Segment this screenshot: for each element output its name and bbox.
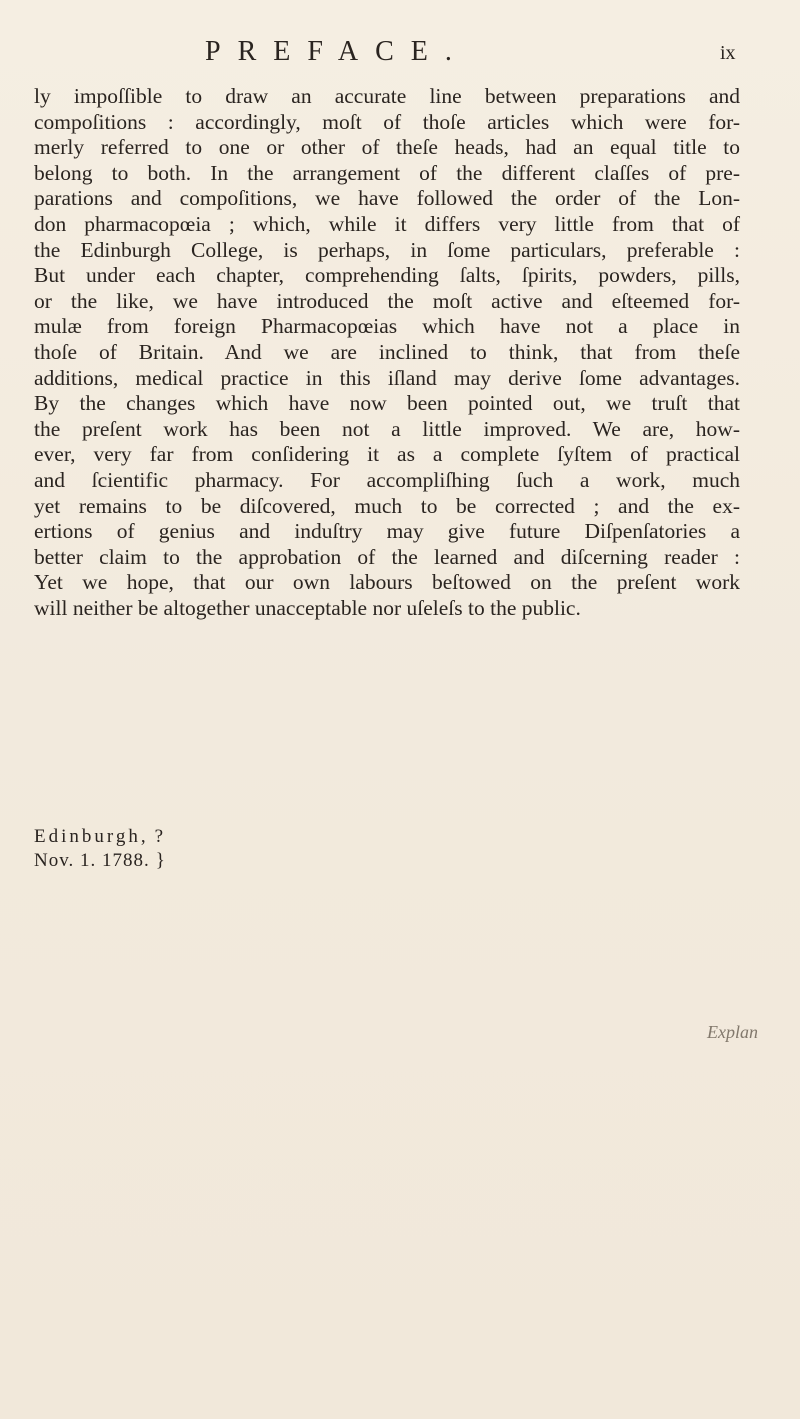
text-line: or the like, we have introduced the moſt active and eſteemed for- (34, 288, 740, 313)
text-line: Yet we hope, that our own labours beſtowed on the preſent work (34, 570, 740, 595)
signature-place (34, 825, 166, 849)
text-line: parations and compoſitions, we have followed the order of the Lon- (34, 186, 740, 211)
text-line: compoſitions : accordingly, moſt of thoſe articles which were for- (34, 109, 740, 134)
running-title: PREFACE. (205, 36, 469, 67)
running-head (0, 36, 800, 76)
page-number: ix (720, 42, 736, 64)
text-line: don pharmacopœia ; which, while it differs very little from that of (34, 211, 740, 236)
text-line: mulæ from foreign Pharmacopœias which have not a place in (34, 314, 740, 339)
text-line: ly impoſſible to draw an accurate line between preparations and (34, 84, 740, 108)
text-line: yet remains to be diſcovered, much to be corrected ; and the ex- (34, 493, 740, 518)
text-line: and ſcientific pharmacy. For accompliſhing ſuch a work, much (34, 467, 740, 492)
brace-top: ? (154, 826, 167, 847)
signature-date-text: Nov. 1. 1788. (34, 850, 150, 871)
text-line: additions, medical practice in this iſland may derive ſome advantages. (34, 365, 740, 390)
signature-place-text: Edinburgh, (34, 826, 149, 847)
text-line: better claim to the approbation of the learned and diſcerning reader : (34, 544, 740, 569)
text-line: will neither be altogether unacceptable nor uſeleſs to the public. (34, 595, 581, 620)
text-line: belong to both. In the arrangement of the different claſſes of pre- (34, 160, 740, 185)
signature-block (34, 825, 166, 873)
text-line: ever, very far from conſidering it as a complete ſyſtem of practical (34, 442, 740, 467)
text-line: By the changes which have now been pointed out, we truſt that (34, 391, 740, 416)
preface-body (34, 84, 740, 621)
text-line: ertions of genius and induſtry may give future Diſpenſatories a (34, 519, 740, 544)
text-line: thoſe of Britain. And we are inclined to think, that from theſe (34, 339, 740, 364)
brace-bottom: } (155, 850, 166, 871)
signature-date (34, 849, 166, 873)
text-line: the Edinburgh College, is perhaps, in ſome particulars, preferable : (34, 237, 740, 262)
text-line: the preſent work has been not a little improved. We are, how- (34, 416, 740, 441)
text-line: merly referred to one or other of theſe heads, had an equal title to (34, 135, 740, 160)
text-line: But under each chapter, comprehending ſalts, ſpirits, powders, pills, (34, 263, 740, 288)
catchword: Explan (707, 1022, 758, 1042)
